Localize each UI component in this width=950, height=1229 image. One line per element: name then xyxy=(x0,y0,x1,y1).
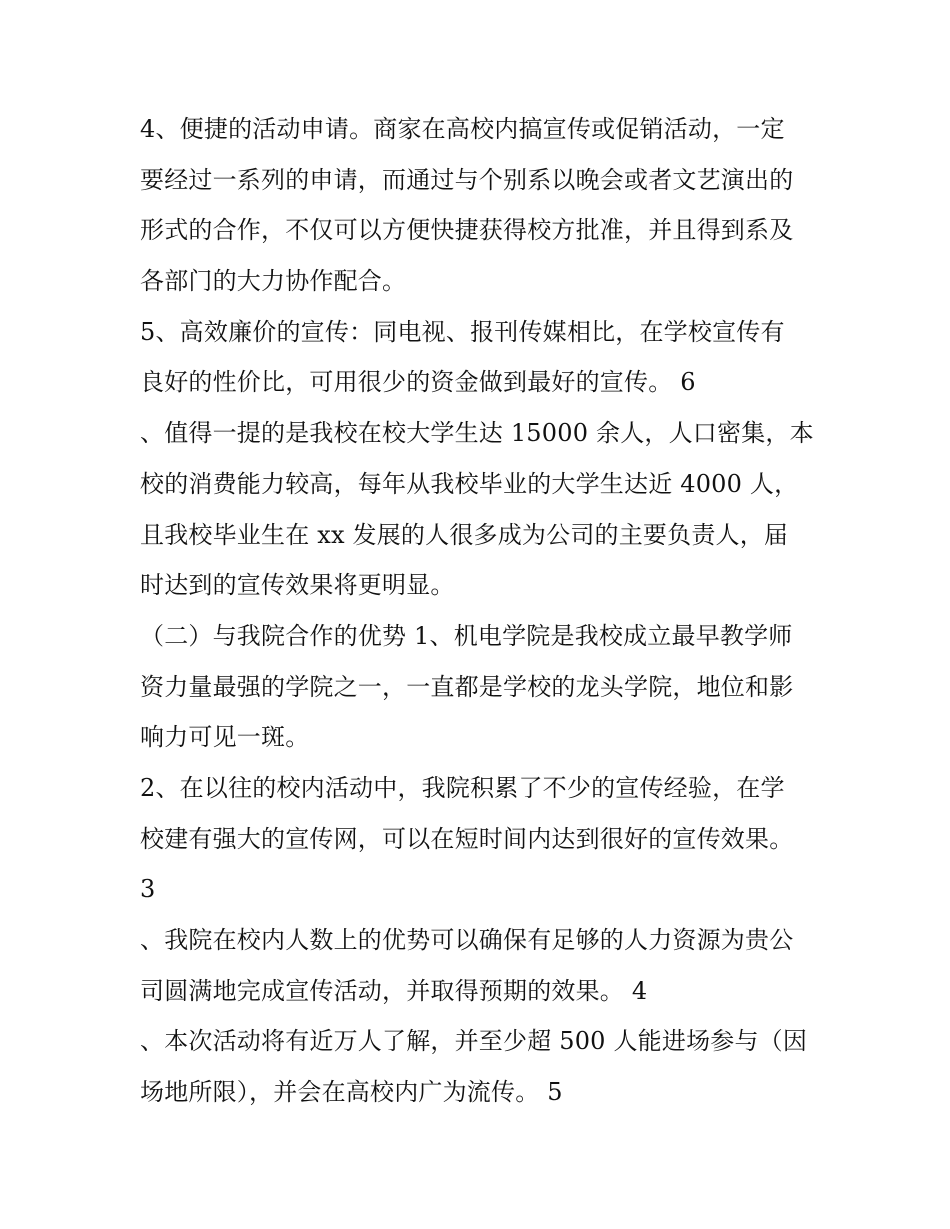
text-line: 形式的合作，不仅可以方便快捷获得校方批准，并且得到系及 xyxy=(140,216,794,245)
text-line: 良好的性价比，可用很少的资金做到最好的宣传。 6 xyxy=(140,368,696,397)
text-line: 3 xyxy=(140,875,156,904)
text-line: 且我校毕业生在 xx 发展的人很多成为公司的主要负责人，届 xyxy=(140,520,789,549)
text-line: 2、在以往的校内活动中，我院积累了不少的宣传经验，在学 xyxy=(140,773,785,802)
text-line: 、本次活动将有近万人了解，并至少超 500 人能进场参与（因 xyxy=(140,1027,808,1056)
text-line: 、值得一提的是我校在校大学生达 15000 余人，人口密集，本 xyxy=(140,419,814,448)
text-line: 资力量最强的学院之一，一直都是学校的龙头学院，地位和影 xyxy=(140,672,794,701)
text-line: 要经过一系列的申请，而通过与个别系以晚会或者文艺演出的 xyxy=(140,165,794,194)
text-line: 4、便捷的活动申请。商家在高校内搞宣传或促销活动，一定 xyxy=(140,115,785,143)
text-line: 司圆满地完成宣传活动，并取得预期的效果。 4 xyxy=(140,976,648,1005)
text-line: （二）与我院合作的优势 1、机电学院是我校成立最早教学师 xyxy=(140,621,793,650)
text-line: 5、高效廉价的宣传：同电视、报刊传媒相比，在学校宣传有 xyxy=(140,317,785,346)
text-line: 时达到的宣传效果将更明显。 xyxy=(140,571,455,600)
body-text xyxy=(140,104,830,1118)
text-line: 校建有强大的宣传网，可以在短时间内达到很好的宣传效果。 xyxy=(140,824,794,853)
text-line: 各部门的大力协作配合。 xyxy=(140,267,407,296)
text-line: 、我院在校内人数上的优势可以确保有足够的人力资源为贵公 xyxy=(140,926,794,954)
text-line: 响力可见一斑。 xyxy=(140,723,310,752)
text-line: 场地所限），并会在高校内广为流传。 5 xyxy=(140,1078,563,1107)
text-line: 校的消费能力较高，每年从我校毕业的大学生达近 4000 人， xyxy=(140,469,799,498)
